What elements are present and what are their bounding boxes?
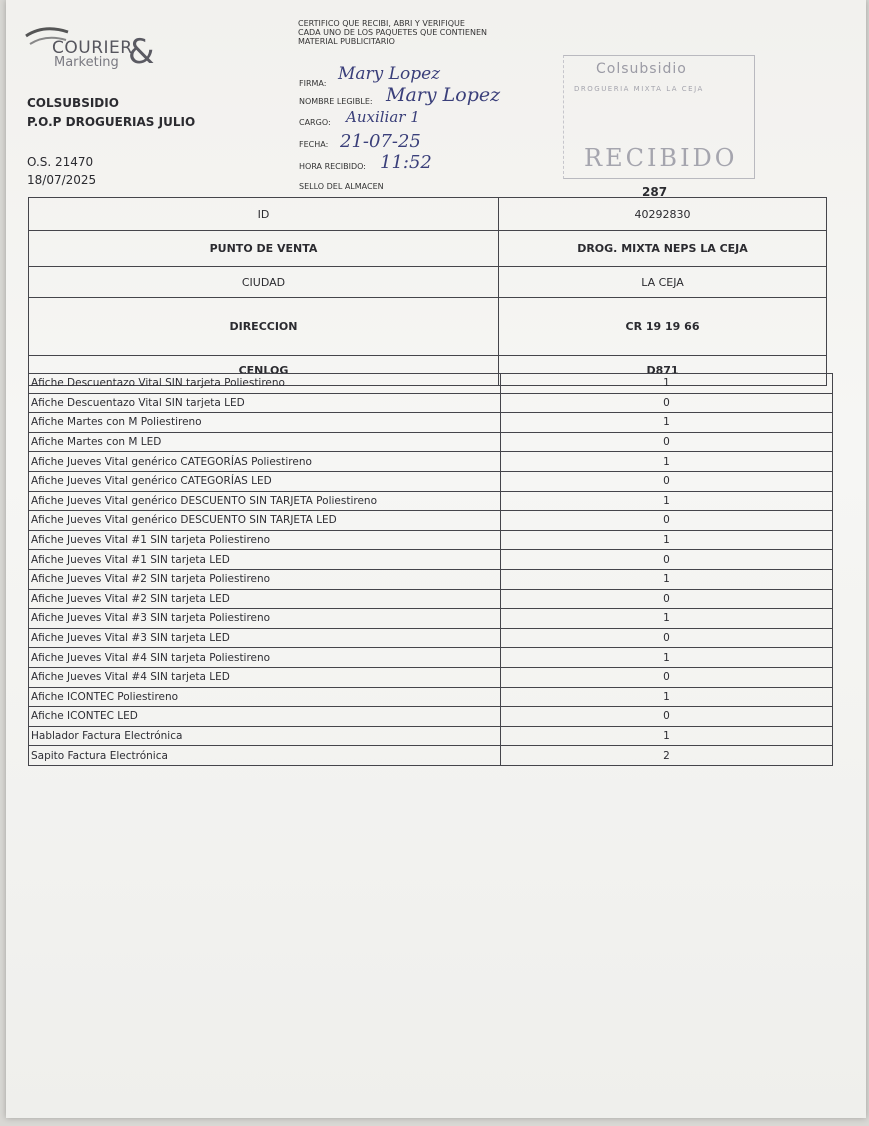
item-quantity: 0 [501, 628, 833, 648]
table-row [29, 374, 833, 394]
table-row [29, 726, 833, 746]
item-quantity: 1 [501, 491, 833, 511]
stamp-brand: Colsubsidio [596, 61, 687, 77]
handwritten-cargo: Auxiliar 1 [346, 108, 420, 126]
item-quantity: 1 [501, 530, 833, 550]
table-row [29, 628, 833, 648]
table-row [29, 471, 833, 491]
table-row [29, 511, 833, 531]
store-info-table [28, 197, 827, 386]
item-quantity: 0 [501, 511, 833, 531]
table-row [29, 569, 833, 589]
info-row-direccion [29, 298, 827, 356]
item-description: Afiche Jueves Vital #4 SIN tarjeta Poliestireno [29, 648, 501, 668]
handwritten-fecha: 21-07-25 [340, 131, 421, 152]
item-description: Afiche Jueves Vital #1 SIN tarjeta LED [29, 550, 501, 570]
certificate-text: CERTIFICO QUE RECIBI, ABRI Y VERIFIQUE CADA UNO DE LOS PAQUETES QUE CONTIENEN MATERIAL PUBLICITARIO [298, 19, 487, 46]
table-row [29, 707, 833, 727]
info-row-punto-venta [29, 231, 827, 267]
item-description: Afiche Jueves Vital genérico CATEGORÍAS LED [29, 471, 501, 491]
info-value: DROG. MIXTA NEPS LA CEJA [499, 231, 827, 267]
table-row [29, 530, 833, 550]
item-quantity: 2 [501, 746, 833, 766]
item-quantity: 1 [501, 374, 833, 394]
label-fecha: FECHA: [299, 140, 329, 149]
table-row [29, 491, 833, 511]
item-description: Afiche Descuentazo Vital SIN tarjeta LED [29, 393, 501, 413]
item-description: Sapito Factura Electrónica [29, 746, 501, 766]
item-quantity: 0 [501, 667, 833, 687]
info-label: PUNTO DE VENTA [29, 231, 499, 267]
item-quantity: 0 [501, 707, 833, 727]
item-description: Afiche Jueves Vital #4 SIN tarjeta LED [29, 667, 501, 687]
item-description: Afiche Martes con M LED [29, 432, 501, 452]
label-hora: HORA RECIBIDO: [299, 162, 366, 171]
item-quantity: 1 [501, 648, 833, 668]
order-date: 18/07/2025 [27, 173, 97, 187]
label-cargo: CARGO: [299, 118, 331, 127]
item-quantity: 1 [501, 687, 833, 707]
client-name: COLSUBSIDIO [27, 96, 119, 110]
item-description: Afiche Jueves Vital #2 SIN tarjeta LED [29, 589, 501, 609]
stamp-subtitle: DROGUERIA MIXTA LA CEJA [574, 85, 704, 93]
item-quantity: 1 [501, 413, 833, 433]
item-description: Afiche Jueves Vital #2 SIN tarjeta Poliestireno [29, 569, 501, 589]
item-description: Afiche Jueves Vital #3 SIN tarjeta LED [29, 628, 501, 648]
client-pop: P.O.P DROGUERIAS JULIO [27, 115, 196, 129]
item-description: Hablador Factura Electrónica [29, 726, 501, 746]
item-description: Afiche Descuentazo Vital SIN tarjeta Poliestireno [29, 374, 501, 394]
info-value: LA CEJA [499, 267, 827, 298]
item-description: Afiche ICONTEC Poliestireno [29, 687, 501, 707]
delivery-sheet [6, 0, 866, 1118]
table-row [29, 432, 833, 452]
item-quantity: 0 [501, 589, 833, 609]
table-row [29, 667, 833, 687]
table-row [29, 648, 833, 668]
logo-text-courier: COURIER [52, 38, 133, 58]
item-description: Afiche Jueves Vital genérico DESCUENTO SIN TARJETA LED [29, 511, 501, 531]
logo-ampersand: & [128, 32, 155, 72]
table-row [29, 687, 833, 707]
stamp-status: RECIBIDO [584, 144, 738, 172]
info-label: DIRECCION [29, 298, 499, 356]
item-quantity: 1 [501, 452, 833, 472]
item-description: Afiche Martes con M Poliestireno [29, 413, 501, 433]
info-row-id [29, 198, 827, 231]
handwritten-firma: Mary Lopez [338, 64, 441, 84]
handwritten-nombre: Mary Lopez [386, 84, 501, 106]
order-number: O.S. 21470 [27, 155, 94, 169]
items-table [28, 373, 833, 766]
item-description: Afiche ICONTEC LED [29, 707, 501, 727]
label-sello: SELLO DEL ALMACEN [299, 182, 384, 191]
table-row [29, 609, 833, 629]
item-quantity: 0 [501, 550, 833, 570]
logo-text-marketing: Marketing [54, 55, 119, 70]
table-row [29, 452, 833, 472]
info-row-ciudad [29, 267, 827, 298]
item-description: Afiche Jueves Vital genérico DESCUENTO SIN TARJETA Poliestireno [29, 491, 501, 511]
received-stamp [563, 55, 755, 179]
item-quantity: 1 [501, 609, 833, 629]
info-value: CR 19 19 66 [499, 298, 827, 356]
item-description: Afiche Jueves Vital #1 SIN tarjeta Poliestireno [29, 530, 501, 550]
courier-marketing-logo [24, 22, 174, 82]
info-label: CENLOG [29, 356, 499, 386]
item-description: Afiche Jueves Vital #3 SIN tarjeta Poliestireno [29, 609, 501, 629]
info-value: 40292830 [499, 198, 827, 231]
info-label: ID [29, 198, 499, 231]
info-value: D871 [499, 356, 827, 386]
item-quantity: 0 [501, 471, 833, 491]
item-quantity: 1 [501, 569, 833, 589]
item-quantity: 0 [501, 393, 833, 413]
table-row [29, 550, 833, 570]
sheet-number: 287 [642, 185, 668, 199]
label-nombre: NOMBRE LEGIBLE: [299, 97, 373, 106]
item-quantity: 0 [501, 432, 833, 452]
item-quantity: 1 [501, 726, 833, 746]
table-row [29, 746, 833, 766]
table-row [29, 589, 833, 609]
info-label: CIUDAD [29, 267, 499, 298]
handwritten-hora: 11:52 [380, 152, 432, 173]
table-row [29, 413, 833, 433]
label-firma: FIRMA: [299, 79, 327, 88]
item-description: Afiche Jueves Vital genérico CATEGORÍAS Poliestireno [29, 452, 501, 472]
table-row [29, 393, 833, 413]
